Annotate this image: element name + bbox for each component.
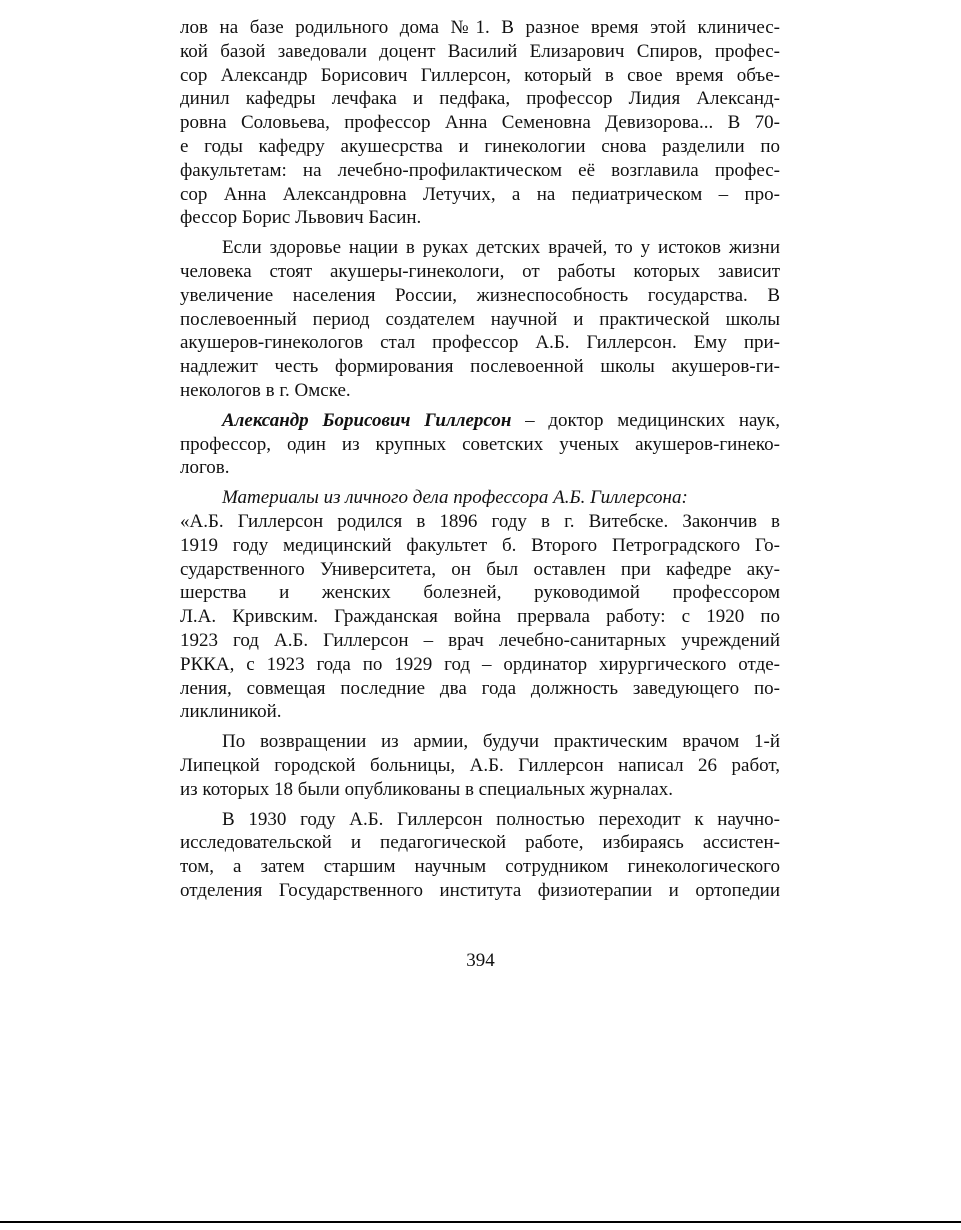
text-line: отделения Государственного института физиотерапии и ортопедии xyxy=(180,879,780,901)
text-line: надлежит честь формирования послевоенной школы акушеров-ги- xyxy=(180,356,780,378)
paragraph-1 xyxy=(180,16,780,230)
text-line: исследовательской и педагогической работе, избираясь ассистен- xyxy=(180,832,780,854)
text-line: «А.Б. Гиллерсон родился в 1896 году в г. Витебске. Закончив в xyxy=(180,510,780,532)
text-line: Если здоровье нации в руках детских врачей, то у истоков жизни xyxy=(222,237,780,259)
page-number: 394 xyxy=(466,950,495,971)
text-line: факультетам: на лечебно-профилактическом её возглавила профес- xyxy=(180,159,780,181)
paragraph-5 xyxy=(180,730,780,801)
text-line: По возвращении из армии, будучи практическим врачом 1-й xyxy=(222,731,780,753)
text-line: динил кафедры лечфака и педфака, профессор Лидия Александ- xyxy=(180,88,780,110)
paragraph-2 xyxy=(180,236,780,403)
text-run: – доктор медицинских наук, xyxy=(511,409,780,431)
text-line: сударственного Университета, он был оставлен при кафедре аку- xyxy=(180,558,780,580)
paragraph-4 xyxy=(180,486,780,724)
text-line: профессор, один из крупных советских ученых акушеров-гинеко- xyxy=(180,433,780,455)
text-line: из которых 18 были опубликованы в специальных журналах. xyxy=(180,778,674,800)
body-text xyxy=(180,16,780,903)
text-line: человека стоят акушеры-гинекологи, от работы которых зависит xyxy=(180,260,780,282)
text-line xyxy=(180,409,780,433)
paragraph-6 xyxy=(180,808,780,903)
text-line: увеличение населения России, жизнеспособность государства. В xyxy=(180,284,780,306)
text-line: послевоенный период создателем научной и практической школы xyxy=(180,308,780,330)
text-line: ления, совмещая последние два года должность заведующего по- xyxy=(180,677,780,699)
text-line: акушеров-гинекологов стал профессор А.Б. Гиллерсон. Ему при- xyxy=(180,332,780,354)
text-line: том, а затем старшим научным сотрудником гинекологического xyxy=(180,856,780,878)
text-line: сор Анна Александровна Летучих, а на педиатрическом – про- xyxy=(180,183,780,205)
text-line: 1923 год А.Б. Гиллерсон – врач лечебно-санитарных учреждений xyxy=(180,629,780,651)
bottom-border-line xyxy=(0,1221,961,1223)
text-line: Липецкой городской больницы, А.Б. Гиллерсон написал 26 работ, xyxy=(180,754,780,776)
text-line: кой базой заведовали доцент Василий Елизарович Спиров, профес- xyxy=(180,40,780,62)
text-line: Л.А. Кривским. Гражданская война прервала работу: с 1920 по xyxy=(180,606,780,628)
text-line: шерства и женских болезней, руководимой профессором xyxy=(180,582,780,604)
text-line: В 1930 году А.Б. Гиллерсон полностью переходит к научно- xyxy=(222,808,780,830)
text-line: ликлиникой. xyxy=(180,701,282,723)
text-line: фессор Борис Львович Басин. xyxy=(180,207,422,229)
text-line: 1919 году медицинский факультет б. Второго Петроградского Го- xyxy=(180,534,780,556)
italic-heading-line: Материалы из личного дела профессора А.Б. Гиллерсона: xyxy=(222,487,688,509)
text-line: некологов в г. Омске. xyxy=(180,379,351,401)
paragraph-3 xyxy=(180,409,780,480)
text-line: логов. xyxy=(180,457,230,479)
person-name: Александр Борисович Гиллерсон xyxy=(222,409,512,431)
text-line: ровна Соловьева, профессор Анна Семеновна Девизорова... В 70- xyxy=(180,112,780,134)
text-line: РККА, с 1923 года по 1929 год – ординатор хирургического отде- xyxy=(180,653,780,675)
text-line: лов на базе родильного дома №1. В разное время этой клиничес- xyxy=(180,17,780,38)
text-line: е годы кафедру акушесрства и гинекологии снова разделили по xyxy=(180,135,780,157)
text-line: сор Александр Борисович Гиллерсон, который в свое время объе- xyxy=(180,64,780,86)
